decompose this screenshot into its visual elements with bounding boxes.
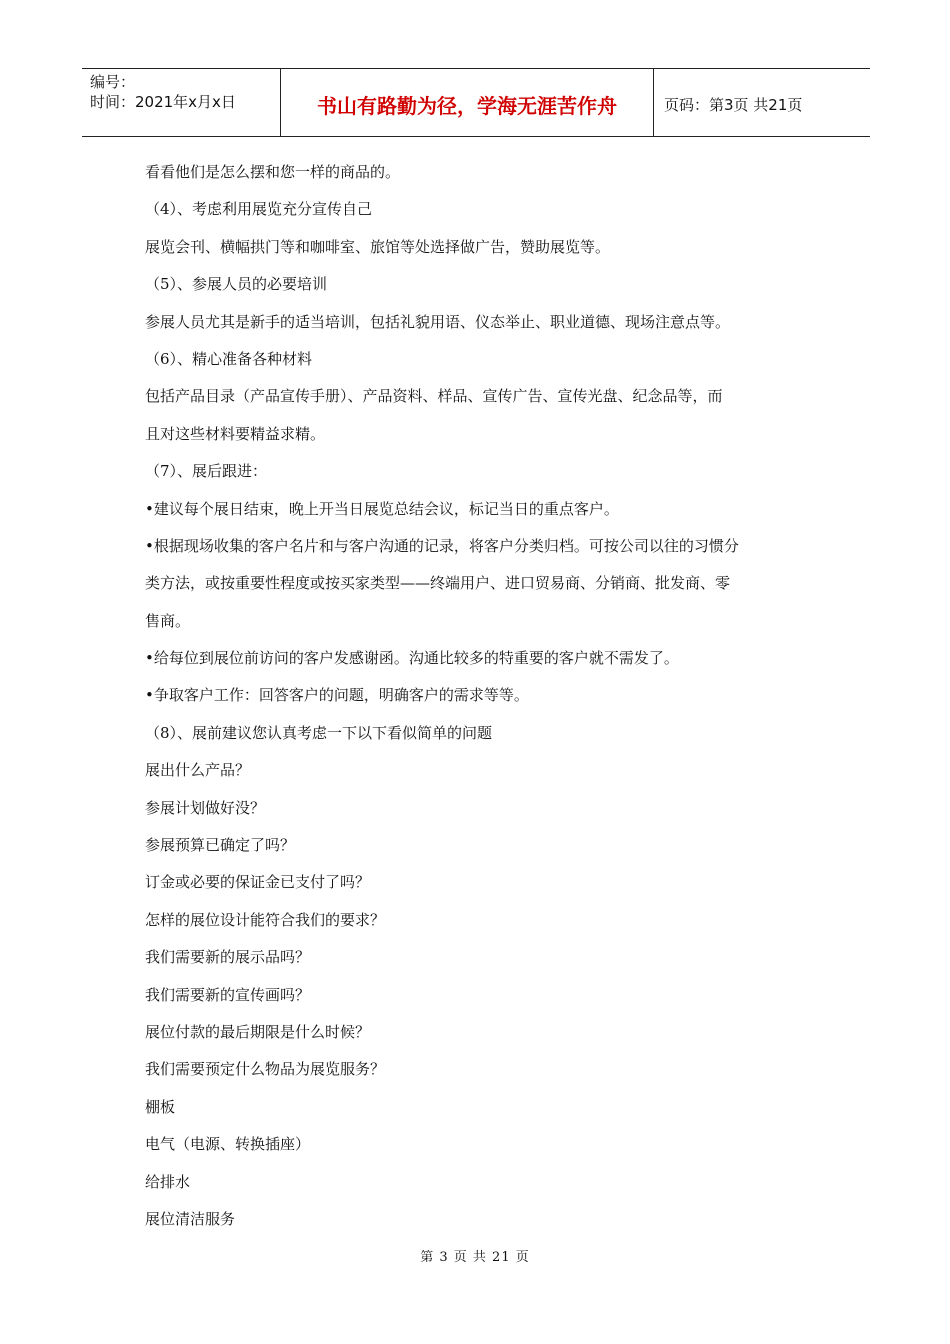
body-line: 看看他们是怎么摆和您一样的商品的。 [145, 163, 401, 181]
question-item: 参展计划做好没？ [145, 798, 266, 817]
section-heading-4: （4）、考虑利用展览充分宣传自己 [145, 200, 373, 219]
section-heading-5: （5）、参展人员的必要培训 [145, 275, 328, 294]
date-label: 时间：2021年x月x日 [90, 93, 236, 111]
document-body [145, 154, 825, 1238]
question-item: 展出什么产品？ [145, 761, 251, 780]
body-line: 类方法，或按重要性程度或按买家类型——终端用户、进口贸易商、分销商、批发商、零 [145, 574, 731, 593]
question-item: 参展预算已确定了吗？ [145, 836, 296, 855]
header-meta [82, 69, 281, 136]
body-line: 且对这些材料要精益求精。 [145, 424, 326, 443]
question-item: 怎样的展位设计能符合我们的要求？ [145, 910, 386, 929]
header-page-info: 页码：第3页 共21页 [664, 96, 803, 114]
question-item: 订金或必要的保证金已支付了吗？ [145, 873, 371, 892]
body-line: 展览会刊、横幅拱门等和咖啡室、旅馆等处选择做广告，赞助展览等。 [145, 237, 611, 256]
bullet-item: •建议每个展日结束，晚上开当日展览总结会议，标记当日的重点客户。 [145, 499, 619, 518]
bullet-item: •争取客户工作：回答客户的问题，明确客户的需求等等。 [145, 686, 529, 705]
service-item: 棚板 [145, 1097, 176, 1116]
header-motto: 书山有路勤为径，学海无涯苦作舟 [281, 69, 654, 136]
serial-label: 编号： [90, 73, 136, 91]
question-item: 我们需要新的宣传画吗？ [145, 985, 311, 1004]
bullet-item: •给每位到展位前访问的客户发感谢函。沟通比较多的特重要的客户就不需发了。 [145, 649, 679, 668]
body-line: 参展人员尤其是新手的适当培训，包括礼貌用语、仪态举止、职业道德、现场注意点等。 [145, 312, 731, 331]
service-item: 给排水 [145, 1172, 191, 1191]
question-item: 我们需要新的展示品吗？ [145, 948, 311, 967]
question-item: 展位付款的最后期限是什么时候？ [145, 1022, 371, 1041]
service-item: 电气（电源、转换插座） [145, 1135, 311, 1154]
section-heading-8: （8）、展前建议您认真考虑一下以下看似简单的问题 [145, 723, 493, 742]
service-item: 展位清洁服务 [145, 1209, 236, 1228]
body-line: 售商。 [145, 611, 191, 630]
question-item: 我们需要预定什么物品为展览服务？ [145, 1060, 386, 1079]
page-header [82, 68, 870, 137]
section-heading-6: （6）、精心准备各种材料 [145, 349, 313, 368]
page-footer: 第 3 页 共 21 页 [420, 1250, 530, 1265]
bullet-item: •根据现场收集的客户名片和与客户沟通的记录，将客户分类归档。可按公司以往的习惯分 [145, 536, 739, 555]
body-line: 包括产品目录（产品宣传手册）、产品资料、样品、宣传广告、宣传光盘、纪念品等，而 [145, 387, 723, 406]
section-heading-7: （7）、展后跟进： [145, 462, 268, 481]
